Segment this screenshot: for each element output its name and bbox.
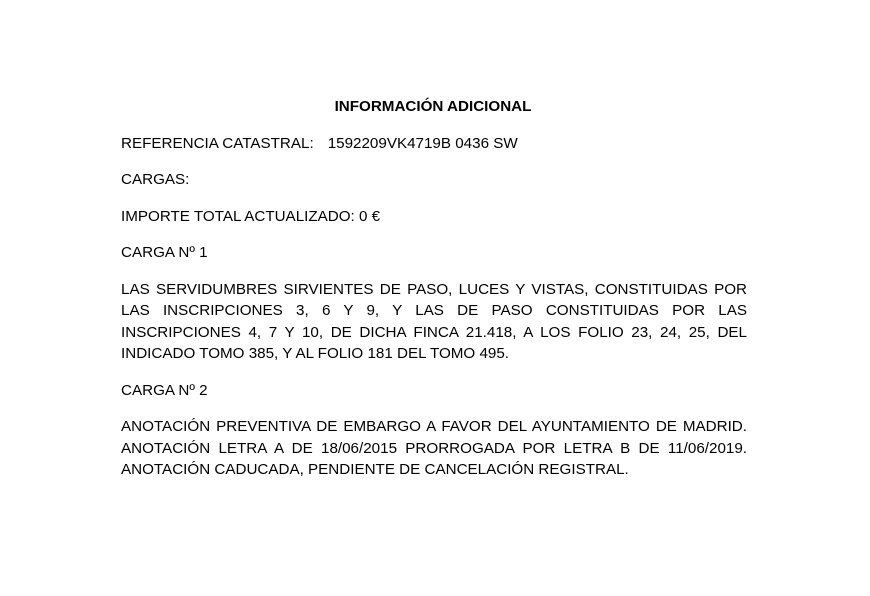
document-body [121, 96, 747, 496]
referencia-catastral-line [121, 133, 747, 155]
document-title: INFORMACIÓN ADICIONAL [334, 98, 532, 115]
carga-2-heading: CARGA Nº 2 [121, 381, 208, 399]
carga-1-text: LAS SERVIDUMBRES SIRVIENTES DE PASO, LUCES Y VISTAS, CONSTITUIDAS POR LAS INSCRIPCIONES 3, 6 Y 9, Y LAS DE PASO CONSTITUIDAS POR LAS INSCRIPCIONES 4, 7 Y 10, DE DICHA FINCA 21.418, A LOS FOLIO 23, 24, 25, DEL INDICADO TOMO 385, Y AL FOLIO 181 DEL TOMO 495. [121, 280, 747, 362]
carga-1-heading: CARGA Nº 1 [121, 244, 208, 261]
cargas-label: CARGAS: [121, 171, 190, 188]
referencia-catastral-value: 1592209VK4719B 0436 SW [327, 134, 518, 152]
carga-2-text: ANOTACIÓN PREVENTIVA DE EMBARGO A FAVOR DEL AYUNTAMIENTO DE MADRID. ANOTACIÓN LETRA A DE 18/06/2015 PRORROGADA POR LETRA B DE 11/06/2019. ANOTACIÓN CADUCADA, PENDIENTE DE CANCELACIÓN REGISTRAL. [121, 418, 747, 478]
referencia-catastral-label: REFERENCIA CATASTRAL: [121, 134, 314, 152]
importe-total-text: IMPORTE TOTAL ACTUALIZADO: 0 € [121, 207, 381, 225]
